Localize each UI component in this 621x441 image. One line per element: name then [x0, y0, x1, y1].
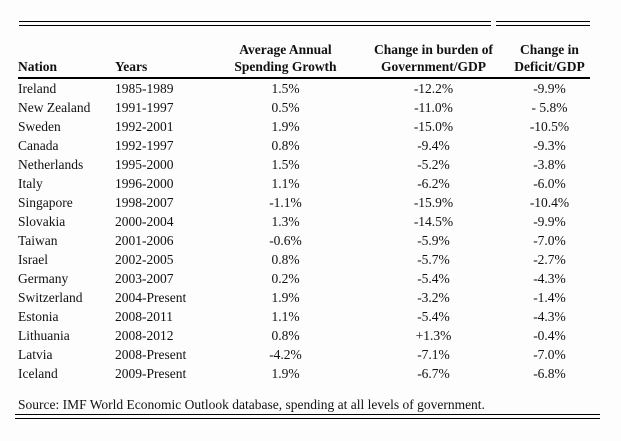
spending-growth-cell: 1.1% — [271, 309, 300, 324]
nation-cell: Singapore — [18, 195, 73, 210]
spending-growth-cell: -1.1% — [269, 195, 302, 210]
nation-cell: Lithuania — [18, 328, 70, 343]
deficit-gdp-cell: -10.4% — [529, 195, 570, 210]
nation-cell: Canada — [18, 138, 59, 153]
spending-growth-cell: 1.9% — [271, 290, 300, 305]
years-cell: 2008-2011 — [115, 309, 173, 324]
spending-growth-cell: 1.3% — [271, 214, 300, 229]
deficit-gdp-cell: -2.7% — [533, 252, 566, 267]
nation-cell: New Zealand — [18, 100, 91, 115]
spending-growth-cell: 0.8% — [271, 252, 300, 267]
deficit-gdp-cell: -4.3% — [533, 309, 566, 324]
government-gdp-header-line2: Government/GDP — [381, 59, 486, 74]
years-cell: 1992-2001 — [115, 119, 174, 134]
government-gdp-cell: -5.7% — [417, 252, 450, 267]
table-row — [18, 212, 590, 231]
table-row — [18, 250, 590, 269]
nation-cell: Iceland — [18, 366, 58, 381]
spending-growth-cell: 0.8% — [271, 138, 300, 153]
bottom-double-rule — [15, 414, 600, 419]
years-cell: 1992-1997 — [115, 138, 174, 153]
deficit-gdp-cell: -4.3% — [533, 271, 566, 286]
spending-growth-header-line1: Average Annual — [239, 42, 332, 57]
government-gdp-cell: -5.9% — [417, 233, 450, 248]
nation-cell: Slovakia — [18, 214, 66, 229]
spending-growth-table — [18, 25, 590, 383]
table-row — [18, 307, 590, 326]
nation-cell: Switzerland — [18, 290, 83, 305]
spending-growth-cell: 1.1% — [271, 176, 300, 191]
deficit-gdp-header-line1: Change in — [520, 42, 579, 57]
table-row — [18, 117, 590, 136]
government-gdp-cell: -6.7% — [417, 366, 450, 381]
years-cell: 1996-2000 — [115, 176, 174, 191]
government-gdp-cell: +1.3% — [415, 328, 452, 343]
years-cell: 2009-Present — [115, 366, 187, 381]
nation-cell: Germany — [18, 271, 69, 286]
spending-growth-cell: 0.8% — [271, 328, 300, 343]
table-row — [18, 231, 590, 250]
years-cell: 1991-1997 — [115, 100, 174, 115]
nation-cell: Ireland — [18, 81, 57, 96]
government-gdp-cell: -5.4% — [417, 271, 450, 286]
government-gdp-cell: -11.0% — [414, 100, 453, 115]
table-body — [18, 78, 590, 383]
years-cell: 1995-2000 — [115, 157, 174, 172]
spending-growth-column-header — [213, 25, 358, 78]
government-gdp-cell: -9.4% — [417, 138, 450, 153]
years-cell: 2003-2007 — [115, 271, 174, 286]
source-note: Source: IMF World Economic Outlook database, spending at all levels of government. — [18, 397, 485, 412]
government-gdp-cell: -14.5% — [413, 214, 454, 229]
years-cell: 1985-1989 — [115, 81, 174, 96]
years-cell: 2000-2004 — [115, 214, 174, 229]
government-gdp-cell: -15.9% — [413, 195, 454, 210]
deficit-gdp-cell: -7.0% — [533, 347, 566, 362]
deficit-gdp-cell: -1.4% — [533, 290, 566, 305]
spending-growth-cell: 1.5% — [271, 157, 300, 172]
years-cell: 2002-2005 — [115, 252, 174, 267]
government-gdp-column-header — [358, 25, 509, 78]
government-gdp-header-line1: Change in burden of — [374, 42, 493, 57]
table-row — [18, 155, 590, 174]
deficit-gdp-cell: -3.8% — [533, 157, 566, 172]
table-row — [18, 193, 590, 212]
deficit-gdp-column-header — [509, 25, 590, 78]
government-gdp-cell: -15.0% — [413, 119, 454, 134]
spending-growth-cell: 1.9% — [271, 119, 300, 134]
table-row — [18, 78, 590, 98]
deficit-gdp-cell: -9.3% — [533, 138, 566, 153]
spending-growth-cell: -4.2% — [269, 347, 302, 362]
years-cell: 2008-2012 — [115, 328, 174, 343]
table-row — [18, 288, 590, 307]
table-row — [18, 136, 590, 155]
table-row — [18, 326, 590, 345]
nation-cell: Italy — [18, 176, 43, 191]
deficit-gdp-cell: -10.5% — [529, 119, 570, 134]
deficit-gdp-cell: -9.9% — [533, 81, 566, 96]
table-row — [18, 174, 590, 193]
table-row — [18, 345, 590, 364]
nation-cell: Israel — [18, 252, 48, 267]
deficit-gdp-cell: -6.0% — [533, 176, 566, 191]
spending-growth-cell: 0.5% — [271, 100, 300, 115]
government-gdp-cell: -12.2% — [413, 81, 454, 96]
nation-column-header: Nation — [18, 25, 115, 78]
years-column-header: Years — [115, 25, 213, 78]
spending-growth-cell: 1.9% — [271, 366, 300, 381]
table-header-row — [18, 25, 590, 78]
nation-cell: Sweden — [18, 119, 61, 134]
nation-cell: Latvia — [18, 347, 53, 362]
government-gdp-cell: -5.4% — [417, 309, 450, 324]
deficit-gdp-cell: -7.0% — [533, 233, 566, 248]
government-gdp-cell: -6.2% — [417, 176, 450, 191]
spending-growth-cell: 0.2% — [271, 271, 300, 286]
deficit-gdp-cell: -9.9% — [533, 214, 566, 229]
government-gdp-cell: -3.2% — [417, 290, 450, 305]
deficit-gdp-cell: -6.8% — [533, 366, 566, 381]
deficit-gdp-header-line2: Deficit/GDP — [514, 59, 585, 74]
table-row — [18, 269, 590, 288]
government-gdp-cell: -5.2% — [417, 157, 450, 172]
years-cell: 2004-Present — [115, 290, 187, 305]
years-cell: 1998-2007 — [115, 195, 174, 210]
government-gdp-cell: -7.1% — [417, 347, 450, 362]
nation-cell: Taiwan — [18, 233, 58, 248]
spending-growth-cell: -0.6% — [269, 233, 302, 248]
deficit-gdp-cell: -0.4% — [533, 328, 566, 343]
table-row — [18, 364, 590, 383]
deficit-gdp-cell: - 5.8% — [531, 100, 568, 115]
table-row — [18, 98, 590, 117]
years-cell: 2001-2006 — [115, 233, 174, 248]
nation-cell: Estonia — [18, 309, 59, 324]
spending-growth-cell: 1.5% — [271, 81, 300, 96]
nation-cell: Netherlands — [18, 157, 84, 172]
years-cell: 2008-Present — [115, 347, 187, 362]
spending-growth-header-line2: Spending Growth — [234, 59, 337, 74]
